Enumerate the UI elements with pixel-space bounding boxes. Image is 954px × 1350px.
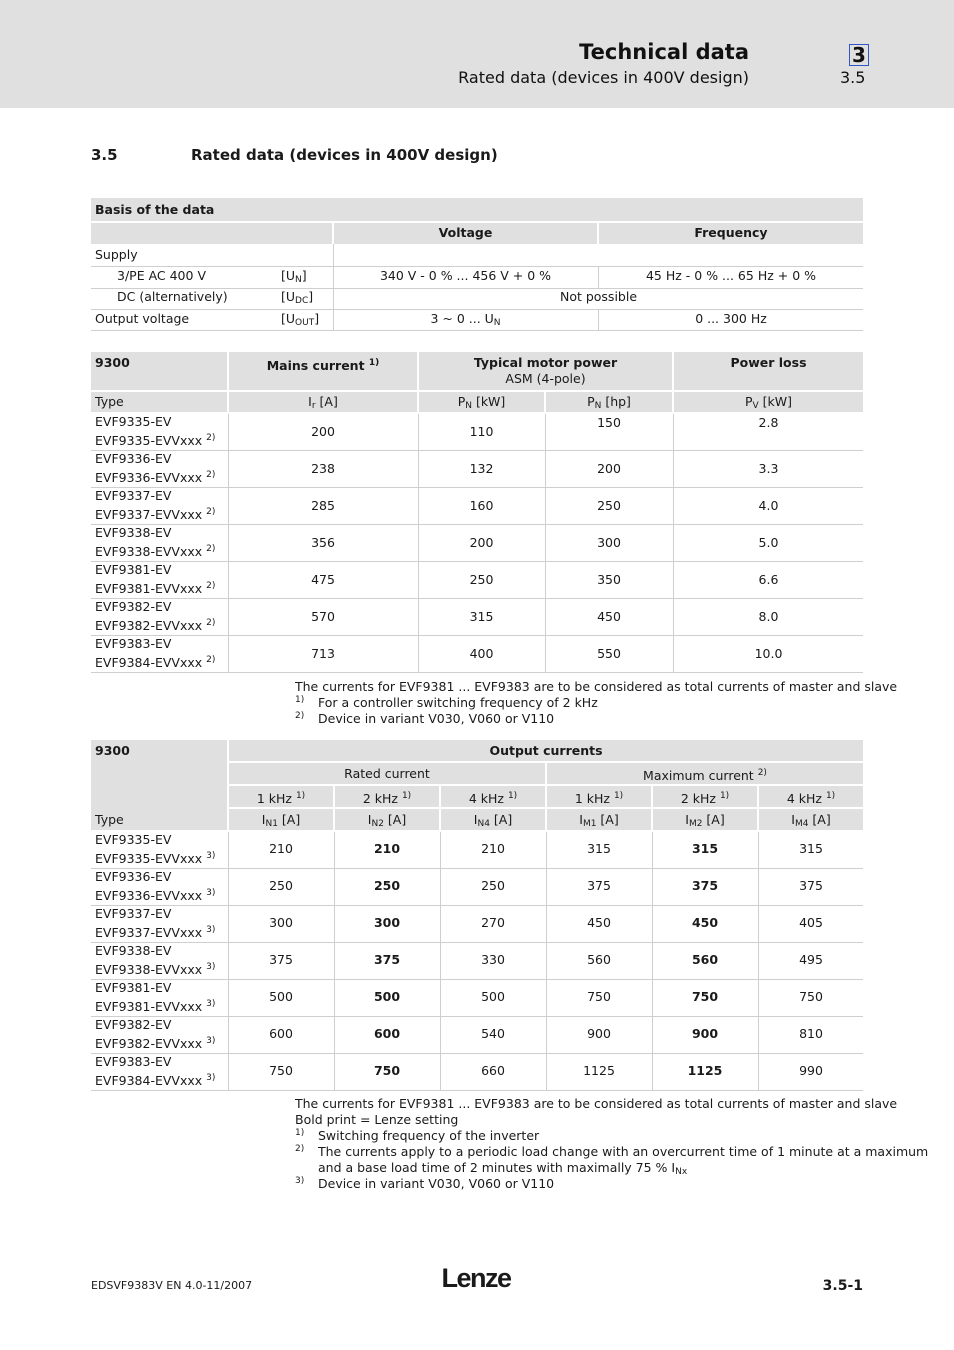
power-fn1-mark: 1) xyxy=(295,695,305,705)
power-row-pkw: 110 xyxy=(469,424,494,439)
output-row-value: 315 xyxy=(691,841,719,856)
output-head-unit xyxy=(229,809,333,830)
output-head-freq-mark: 1) xyxy=(507,791,518,801)
output-row-type xyxy=(91,906,227,943)
output-head-unit-text: [A] xyxy=(808,812,831,827)
output-row-value: 210 xyxy=(373,841,401,856)
output-row-value: 750 xyxy=(799,989,823,1004)
col-rule xyxy=(546,832,547,1091)
output-head-unit-text: [A] xyxy=(596,812,619,827)
power-row-type-variant xyxy=(95,578,227,597)
output-row-type-variant-code: EVF9382-EVVxxx xyxy=(95,1036,203,1051)
col-rule xyxy=(545,414,546,673)
output-row-value: 900 xyxy=(691,1026,719,1041)
power-row-php: 200 xyxy=(597,461,621,476)
output-head-freq xyxy=(229,786,333,807)
output-head-freq xyxy=(547,786,651,807)
basis-ac-unit: $[U_N]$ xyxy=(281,268,307,285)
output-row-value: 210 xyxy=(269,841,293,856)
basis-title: Basis of the data xyxy=(91,198,863,221)
power-row-php: 300 xyxy=(597,535,621,550)
power-row-type-variant-code: EVF9382-EVVxxx xyxy=(95,618,203,633)
basis-dc-unit: $[U_{DC}]$ xyxy=(281,289,314,306)
output-row-value: 450 xyxy=(691,915,719,930)
output-head-unit xyxy=(441,809,545,830)
power-row-ir: 713 xyxy=(311,646,335,661)
power-sub-type: Type xyxy=(91,392,227,412)
basis-ac-voltage: 340 V - 0 % ... 456 V + 0 % xyxy=(379,268,552,283)
output-head-max: Maximum current $^{2)}$ xyxy=(547,763,863,784)
output-row-value: 375 xyxy=(269,952,293,967)
output-row-footnote-mark: 3) xyxy=(206,1036,216,1046)
output-head-freq xyxy=(335,786,439,807)
output-row-type-variant-code: EVF9337-EVVxxx xyxy=(95,925,203,940)
power-row-type xyxy=(91,451,227,488)
output-row-value: 810 xyxy=(799,1026,823,1041)
output-row-type-variant xyxy=(95,922,227,941)
header-title: Technical data xyxy=(579,40,749,64)
output-row-type-variant xyxy=(95,996,227,1015)
power-row-php: 150 xyxy=(597,415,621,430)
output-row-value: 300 xyxy=(373,915,401,930)
power-row-type-code: EVF9382-EV xyxy=(95,599,172,614)
output-row-footnote-mark: 3) xyxy=(206,925,216,935)
section-title: Rated data (devices in 400V design) xyxy=(191,146,498,164)
power-row-type xyxy=(91,488,227,525)
output-head-freq xyxy=(441,786,545,807)
power-row-pv: 4.0 xyxy=(758,498,779,513)
output-head-unit xyxy=(759,809,863,830)
output-row-value: 900 xyxy=(587,1026,611,1041)
output-head-freq-mark: 1) xyxy=(295,791,306,801)
power-row-type-code: EVF9383-EV xyxy=(95,636,172,651)
output-row-footnote-mark: 3) xyxy=(206,1073,216,1083)
output-row-value: 750 xyxy=(269,1063,293,1078)
output-sub-type: Type xyxy=(91,809,227,830)
power-row-type xyxy=(91,599,227,636)
power-row-type-variant-code: EVF9335-EVVxxx xyxy=(95,433,203,448)
power-row-pkw: 250 xyxy=(469,572,494,587)
output-head-unit-text: [A] xyxy=(702,812,725,827)
output-row-type xyxy=(91,1017,227,1054)
output-row-value: 495 xyxy=(799,952,823,967)
col-rule xyxy=(652,832,653,1091)
output-row-value: 300 xyxy=(269,915,293,930)
power-row-php: 250 xyxy=(597,498,621,513)
footer-page-number: 3.5-1 xyxy=(822,1278,863,1294)
col-rule xyxy=(228,414,229,673)
output-fn2a: The currents apply to a periodic load change with an overcurrent time of 1 minute at a maximum xyxy=(318,1144,929,1159)
power-row-footnote-mark: 2) xyxy=(206,544,216,554)
output-head-freq-label: 1 kHz xyxy=(574,791,610,806)
page-header xyxy=(0,0,954,108)
basis-head-frequency: Frequency xyxy=(599,223,863,244)
output-head-rated: Rated current xyxy=(229,763,545,784)
power-row-pkw: 200 xyxy=(469,535,494,550)
output-row-value: 375 xyxy=(691,878,719,893)
power-fn2: Device in variant V030, V060 or V110 xyxy=(318,711,555,726)
output-row-value: 315 xyxy=(587,841,611,856)
output-head-freq xyxy=(759,786,863,807)
output-head-unit-symbol: I xyxy=(367,812,372,827)
output-row-type xyxy=(91,869,227,906)
output-head-unit-symbol: I xyxy=(261,812,266,827)
col-rule xyxy=(673,414,674,673)
chapter-link[interactable]: 3 xyxy=(849,44,869,66)
power-row-pkw: 400 xyxy=(469,646,494,661)
output-row-type-variant xyxy=(95,1033,227,1052)
power-row-type-variant xyxy=(95,504,227,523)
output-row-type xyxy=(91,1054,227,1091)
output-note1: The currents for EVF9381 ... EVF9383 are to be considered as total currents of master and slave xyxy=(295,1096,898,1111)
row-rule xyxy=(91,1090,863,1091)
power-row-pkw: 315 xyxy=(469,609,494,624)
row-rule xyxy=(91,672,863,673)
output-head-freq xyxy=(653,786,757,807)
output-row-footnote-mark: 3) xyxy=(206,888,216,898)
rule xyxy=(333,244,334,330)
power-row-type-variant-code: EVF9381-EVVxxx xyxy=(95,581,203,596)
rule xyxy=(91,330,863,331)
output-row-value: 375 xyxy=(373,952,401,967)
rule xyxy=(598,266,599,288)
power-row-ir: 200 xyxy=(311,424,335,439)
power-row-pv: 6.6 xyxy=(758,572,779,587)
output-head-unit-sub: N2 xyxy=(371,819,384,829)
output-row-type-variant-code: EVF9384-EVVxxx xyxy=(95,1073,203,1088)
output-head-unit-symbol: I xyxy=(579,812,583,827)
output-row-type-code: EVF9381-EV xyxy=(95,980,172,995)
output-row-value: 600 xyxy=(269,1026,293,1041)
output-row-type-variant-code: EVF9381-EVVxxx xyxy=(95,999,203,1014)
svg-text:Lenze: Lenze xyxy=(441,1263,511,1293)
output-head-unit-text: [A] xyxy=(383,812,407,827)
power-row-footnote-mark: 2) xyxy=(206,581,216,591)
power-row-footnote-mark: 2) xyxy=(206,507,216,517)
basis-head-voltage: Voltage xyxy=(334,223,597,244)
power-row-pkw: 160 xyxy=(469,498,494,513)
power-row-ir: 570 xyxy=(311,609,335,624)
output-row-value: 500 xyxy=(481,989,505,1004)
power-row-type-variant xyxy=(95,652,227,671)
output-row-value: 660 xyxy=(481,1063,505,1078)
output-head-unit-text: [A] xyxy=(277,812,301,827)
output-row-type-code: EVF9338-EV xyxy=(95,943,172,958)
output-row-value: 405 xyxy=(799,915,823,930)
power-sub-php: $P_N$ [hp] xyxy=(546,392,672,412)
header-section-number: 3.5 xyxy=(840,68,866,87)
output-note2: Bold print = Lenze setting xyxy=(295,1112,459,1127)
output-head-unit xyxy=(547,809,651,830)
output-head-unit-symbol: I xyxy=(791,812,795,827)
basis-out-voltage: 3 ~ 0 ... $U_N$ xyxy=(430,311,501,328)
power-sub-pkw: $P_N$ [kW] xyxy=(419,392,544,412)
output-row-type-variant xyxy=(95,885,227,904)
power-row-type-code: EVF9381-EV xyxy=(95,562,172,577)
output-row-type-code: EVF9335-EV xyxy=(95,832,172,847)
power-row-pkw: 132 xyxy=(469,461,494,476)
basis-supply-label: Supply xyxy=(95,247,138,262)
power-row-pv: 2.8 xyxy=(758,415,779,430)
output-head-unit xyxy=(653,809,757,830)
output-head-freq-label: 2 kHz xyxy=(362,791,398,806)
power-sub-ir: $I_r$ [A] xyxy=(229,392,417,412)
power-row-type-variant xyxy=(95,615,227,634)
output-head-output: Output currents xyxy=(229,740,863,761)
footer-doc-id: EDSVF9383V EN 4.0-11/2007 xyxy=(91,1279,253,1292)
power-fn1: For a controller switching frequency of 2 kHz xyxy=(318,695,598,710)
output-row-value: 600 xyxy=(373,1026,401,1041)
power-row-type xyxy=(91,414,227,451)
output-fn3-mark: 3) xyxy=(295,1176,305,1186)
output-row-type-variant-code: EVF9338-EVVxxx xyxy=(95,962,203,977)
output-row-value: 540 xyxy=(481,1026,505,1041)
output-row-type-code: EVF9382-EV xyxy=(95,1017,172,1032)
section-number: 3.5 xyxy=(91,146,118,164)
power-head-mains: Mains current $^{1)}$ xyxy=(229,352,417,390)
output-head-unit-sub: M1 xyxy=(582,819,597,829)
output-row-value: 315 xyxy=(799,841,823,856)
power-row-pv: 8.0 xyxy=(758,609,779,624)
col-rule xyxy=(228,832,229,1091)
power-row-type-code: EVF9337-EV xyxy=(95,488,172,503)
output-row-type-variant-code: EVF9335-EVVxxx xyxy=(95,851,203,866)
output-row-type-variant-code: EVF9336-EVVxxx xyxy=(95,888,203,903)
output-row-type-variant xyxy=(95,1070,227,1089)
output-row-value: 500 xyxy=(373,989,401,1004)
output-head-freq-label: 2 kHz xyxy=(680,791,716,806)
power-row-type-code: EVF9335-EV xyxy=(95,414,172,429)
power-row-footnote-mark: 2) xyxy=(206,470,216,480)
output-row-type-code: EVF9383-EV xyxy=(95,1054,172,1069)
power-row-type xyxy=(91,525,227,562)
output-row-value: 375 xyxy=(587,878,611,893)
output-row-value: 500 xyxy=(269,989,293,1004)
output-head-freq-mark: 1) xyxy=(401,791,412,801)
power-head-loss: Power loss xyxy=(674,352,863,390)
output-row-value: 250 xyxy=(481,878,505,893)
output-fn2-mark: 2) xyxy=(295,1144,305,1154)
output-fn3: Device in variant V030, V060 or V110 xyxy=(318,1176,555,1191)
output-row-type xyxy=(91,832,227,869)
output-row-value: 750 xyxy=(691,989,719,1004)
output-row-value: 750 xyxy=(587,989,611,1004)
output-row-value: 560 xyxy=(691,952,719,967)
col-rule xyxy=(758,832,759,1091)
output-head-freq-mark: 1) xyxy=(719,791,730,801)
col-rule xyxy=(418,414,419,673)
output-row-value: 210 xyxy=(481,841,505,856)
power-head-motor: Typical motor power ASM (4-pole) xyxy=(419,352,672,390)
output-head-unit-sub: M2 xyxy=(688,819,703,829)
output-head-unit-symbol: I xyxy=(685,812,689,827)
power-row-ir: 475 xyxy=(311,572,335,587)
output-row-type xyxy=(91,980,227,1017)
output-fn1: Switching frequency of the inverter xyxy=(318,1128,540,1143)
power-row-php: 550 xyxy=(597,646,621,661)
output-head-unit-text: [A] xyxy=(489,812,513,827)
output-head-freq-mark: 1) xyxy=(613,791,624,801)
output-head-freq-mark: 1) xyxy=(825,791,836,801)
power-row-type-variant-code: EVF9338-EVVxxx xyxy=(95,544,203,559)
output-row-value: 270 xyxy=(481,915,505,930)
output-row-value: 560 xyxy=(587,952,611,967)
rule xyxy=(91,309,863,310)
output-row-value: 750 xyxy=(373,1063,401,1078)
output-row-value: 375 xyxy=(799,878,823,893)
power-row-type-variant-code: EVF9336-EVVxxx xyxy=(95,470,203,485)
power-row-pv: 5.0 xyxy=(758,535,779,550)
output-head-series: 9300 xyxy=(91,740,227,826)
power-row-php: 450 xyxy=(597,609,621,624)
basis-out-unit: $[U_{OUT}]$ xyxy=(281,311,320,328)
power-row-pv: 10.0 xyxy=(754,646,783,661)
power-row-type-variant xyxy=(95,430,227,449)
output-head-unit xyxy=(335,809,439,830)
power-row-type xyxy=(91,562,227,599)
basis-dc-value: Not possible xyxy=(559,289,638,304)
power-note: The currents for EVF9381 ... EVF9383 are to be considered as total currents of master and slave xyxy=(295,679,898,694)
power-sub-pv: $P_V$ [kW] xyxy=(674,392,863,412)
power-row-php: 350 xyxy=(597,572,621,587)
output-head-unit-sub: N1 xyxy=(265,819,278,829)
header-subtitle: Rated data (devices in 400V design) xyxy=(458,68,749,87)
output-row-type xyxy=(91,943,227,980)
rule xyxy=(91,288,863,289)
power-row-type-code: EVF9338-EV xyxy=(95,525,172,540)
output-row-value: 1125 xyxy=(583,1063,615,1078)
output-head-unit-sub: M4 xyxy=(794,819,809,829)
power-row-type-variant-code: EVF9337-EVVxxx xyxy=(95,507,203,522)
output-head-unit-sub: N4 xyxy=(477,819,490,829)
power-row-footnote-mark: 2) xyxy=(206,655,216,665)
power-row-footnote-mark: 2) xyxy=(206,618,216,628)
basis-ac-label: 3/PE AC 400 V xyxy=(117,268,206,283)
basis-dc-label: DC (alternatively) xyxy=(117,289,228,304)
power-row-pv: 3.3 xyxy=(758,461,779,476)
output-row-footnote-mark: 3) xyxy=(206,999,216,1009)
output-row-type-variant xyxy=(95,959,227,978)
output-row-value: 250 xyxy=(373,878,401,893)
output-row-value: 1125 xyxy=(687,1063,723,1078)
output-head-freq-label: 4 kHz xyxy=(786,791,822,806)
power-row-type xyxy=(91,636,227,673)
basis-ac-frequency: 45 Hz - 0 % ... 65 Hz + 0 % xyxy=(645,268,817,283)
power-row-footnote-mark: 2) xyxy=(206,433,216,443)
output-head-freq-label: 4 kHz xyxy=(468,791,504,806)
col-rule xyxy=(440,832,441,1091)
output-row-value: 330 xyxy=(481,952,505,967)
output-row-type-code: EVF9336-EV xyxy=(95,869,172,884)
output-row-value: 450 xyxy=(587,915,611,930)
output-row-type-variant xyxy=(95,848,227,867)
output-head-unit-symbol: I xyxy=(473,812,478,827)
lenze-logo xyxy=(436,1263,516,1293)
output-row-footnote-mark: 3) xyxy=(206,851,216,861)
power-row-type-variant xyxy=(95,467,227,486)
power-row-type-variant-code: EVF9384-EVVxxx xyxy=(95,655,203,670)
output-fn2b: and a base load time of 2 minutes with maximally 75 % $I_{Nx}$ xyxy=(318,1160,688,1177)
basis-head-blank xyxy=(91,223,332,244)
basis-out-frequency: 0 ... 300 Hz xyxy=(695,311,767,326)
power-fn2-mark: 2) xyxy=(295,711,305,721)
output-row-value: 990 xyxy=(799,1063,823,1078)
power-row-ir: 238 xyxy=(311,461,335,476)
rule xyxy=(91,266,863,267)
basis-out-label: Output voltage xyxy=(95,311,190,326)
output-fn1-mark: 1) xyxy=(295,1128,305,1138)
output-row-value: 250 xyxy=(269,878,293,893)
col-rule xyxy=(334,832,335,1091)
output-head-freq-label: 1 kHz xyxy=(256,791,292,806)
power-row-ir: 285 xyxy=(311,498,335,513)
rule xyxy=(598,309,599,330)
power-head-series: 9300 xyxy=(91,352,227,390)
power-row-type-code: EVF9336-EV xyxy=(95,451,172,466)
power-row-ir: 356 xyxy=(311,535,335,550)
output-row-footnote-mark: 3) xyxy=(206,962,216,972)
output-row-type-code: EVF9337-EV xyxy=(95,906,172,921)
power-row-type-variant xyxy=(95,541,227,560)
